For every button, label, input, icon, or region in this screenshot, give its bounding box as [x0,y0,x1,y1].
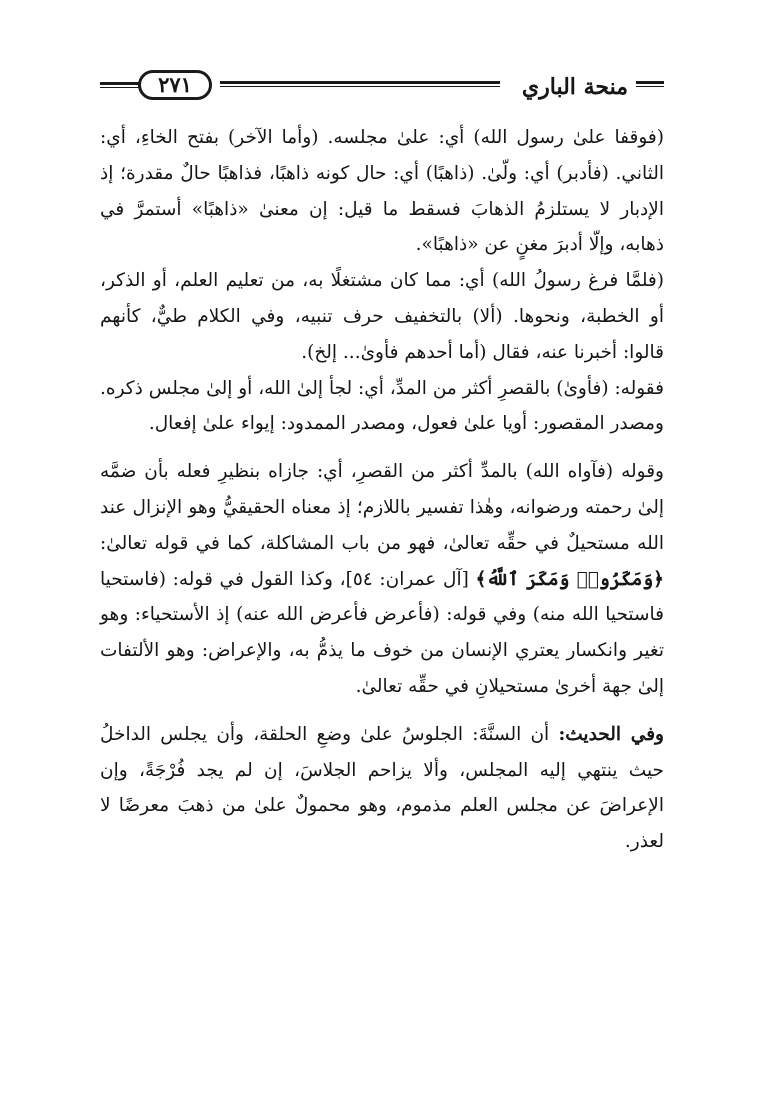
book-title: منحة الباري [521,74,628,100]
quran-verse: ﴿وَمَكَرُوا۟ وَمَكَرَ ٱللَّهُ﴾ [475,568,664,590]
paragraph: (فوقفا علىٰ رسول الله) أي: علىٰ مجلسه. (وأما الآخر) بفتح الخاءِ، أي: الثاني. (فأدبر) أي: ولّىٰ. (ذاهبًا) أي: حال كونه ذاهبًا، فذاهبًا حالٌ مقدرة؛ إذ الإدبار لا يستلزمُ الذهابَ فسقط ما قيل: إن معنىٰ «ذاهبًا» أستمرَّ في ذهابه، وإلّا أدبرَ مغنٍ عن «ذاهبًا». [100,127,664,256]
paragraph [100,454,664,705]
paragraph-text: أن السنَّةَ: الجلوسُ علىٰ وضعِ الحلقة، وأن يجلس الداخلُ حيث ينتهي إليه المجلس، وألا يزاحم الجلاسَ، إن لم يجد فُرْجَةً، وإن الإعراضَ عن مجلس العلم مذموم، وهو محمولٌ علىٰ من ذهبَ معرضًا لا لعذر. [100,723,664,853]
quran-intro: كما في قوله تعالىٰ: [100,532,253,554]
header-rule-right [636,81,664,89]
page-header [100,68,664,108]
page-number-ornament [100,68,216,104]
paragraph: (فلمَّا فرغ رسولُ الله) أي: مما كان مشتغلًا به، من تعليم العلم، أو الذكر، أو الخطبة، ونحوها. (ألا) بالتخفيف حرف تنبيه، وفي الكلام طيٌّ، كأنهم قالوا: أخبرنا عنه، فقال (أما أحدهم فأوىٰ... إلخ). [100,270,664,363]
section-lead: وفي الحديث: [558,723,664,745]
paragraph-text: وكذا القول في قوله: (فاستحيا فاستحيا الله منه) وفي قوله: (فأعرض فأعرض الله عنه) إذ الأستحياء: وهو تغير وانكسار يعتري الإنسان من خوف ما يذمُّ به، والإعراض: وهو الألتفات إلىٰ جهة أخرىٰ مستحيلانِ في حقِّه تعالىٰ. [100,568,664,697]
paragraph [100,717,664,860]
header-rule-left [220,81,500,89]
page-body [100,120,664,860]
paragraph-text: وقوله (فآواه الله) بالمدِّ أكثر من القصرِ، أي: جازاه بنظيرِ فعله بأن ضمَّه إلىٰ رحمته ورضوانه، وهٰذا تفسير باللازم؛ إذ معناه الحقيقيُّ وهو الإنزال عند الله مستحيلٌ في حقِّه تعالىٰ، فهو من باب المشاكلة، [100,461,664,554]
quran-reference: [آل عمران: ٥٤]، [339,568,469,590]
page-number: ٢٧١ [138,70,212,100]
paragraph: فقوله: (فأوىٰ) بالقصرِ أكثر من المدِّ، أي: لجأ إلىٰ الله، أو إلىٰ مجلس ذكره. ومصدر المقصور: أويا علىٰ فعول، ومصدر الممدود: إيواء علىٰ إفعال. [100,377,664,435]
